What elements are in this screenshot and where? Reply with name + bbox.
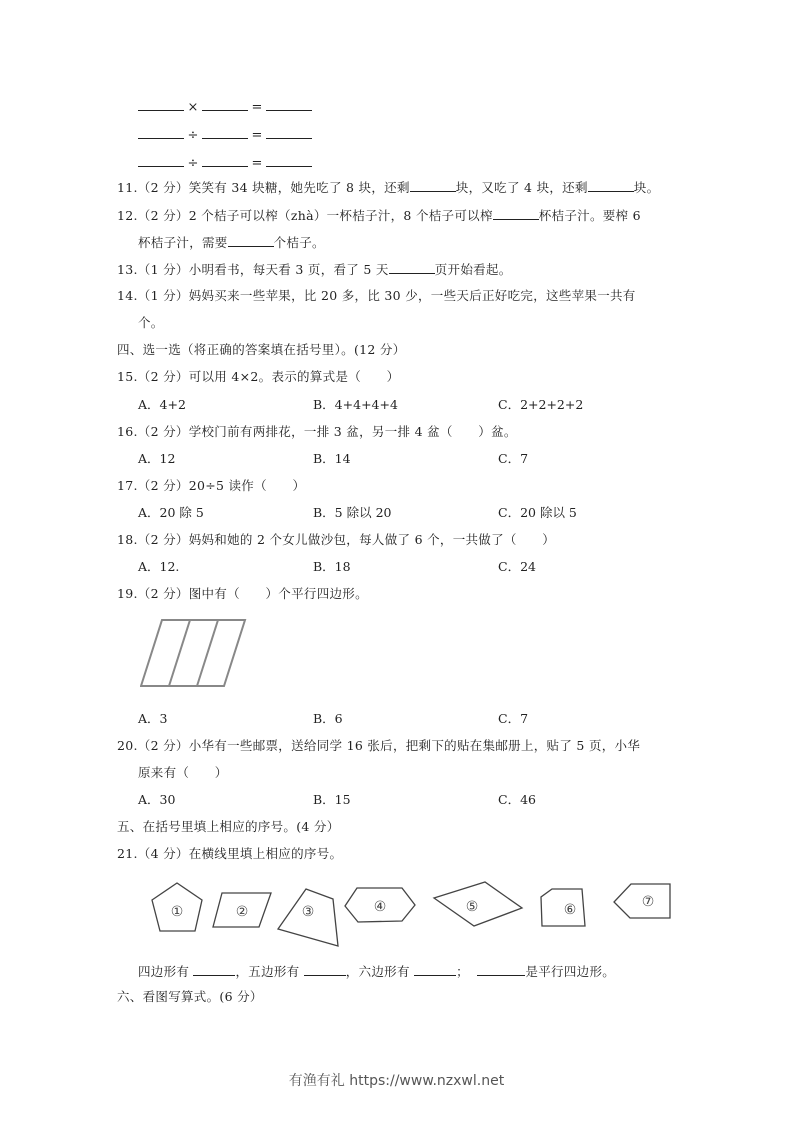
answer-blank[interactable]: [138, 153, 184, 167]
q19-option-a[interactable]: A．3: [138, 711, 168, 726]
q18-option-b[interactable]: B．18: [313, 559, 351, 574]
answer-blank[interactable]: [389, 260, 435, 274]
answer-blank[interactable]: [202, 125, 248, 139]
q16-option-c[interactable]: C．7: [498, 451, 529, 466]
answer-blank[interactable]: [304, 962, 346, 976]
q17-option-a[interactable]: A．20 除 5: [138, 505, 204, 520]
svg-text:③: ③: [301, 904, 315, 920]
answer-blank[interactable]: [138, 97, 184, 111]
question-20: 20.（2 分）小华有一些邮票，送给同学 16 张后，把剩下的贴在集邮册上，贴了 5 页，小华: [117, 738, 641, 753]
answer-blank[interactable]: [588, 178, 634, 192]
question-19: 19.（2 分）图中有（ ）个平行四边形。: [117, 586, 368, 601]
svg-text:⑤: ⑤: [465, 899, 479, 915]
question-21-answers: 四边形有 ，五边形有 ，六边形有 ； 是平行四边形。: [138, 964, 616, 979]
q15-option-b[interactable]: B．4+4+4+4: [313, 397, 398, 412]
svg-text:⑥: ⑥: [563, 902, 577, 918]
answer-blank[interactable]: [266, 153, 312, 167]
q19-option-c[interactable]: C．7: [498, 711, 529, 726]
svg-text:②: ②: [235, 904, 249, 920]
question-12-cont: 杯桔子汁，需要 个桔子。: [138, 235, 325, 250]
question-16: 16.（2 分）学校门前有两排花，一排 3 盆，另一排 4 盆（ ）盆。: [117, 424, 517, 439]
answer-blank[interactable]: [266, 125, 312, 139]
q15-option-a[interactable]: A．4+2: [138, 397, 186, 412]
polygon-shapes-figure: [140, 878, 680, 948]
section-6-heading: 六、看图写算式。(6 分）: [117, 989, 263, 1004]
svg-text:④: ④: [373, 899, 387, 915]
equation-row-2: ÷ =: [138, 125, 312, 144]
q19-option-b[interactable]: B．6: [313, 711, 343, 726]
question-15: 15.（2 分）可以用 4×2。表示的算式是（ ）: [117, 369, 400, 384]
q20-option-c[interactable]: C．46: [498, 792, 536, 807]
q20-option-a[interactable]: A．30: [138, 792, 176, 807]
section-5-heading: 五、在括号里填上相应的序号。(4 分）: [117, 819, 340, 834]
answer-blank[interactable]: [414, 962, 456, 976]
section-4-heading: 四、选一选（将正确的答案填在括号里）。(12 分）: [117, 342, 406, 357]
question-17: 17.（2 分）20÷5 读作（ ）: [117, 478, 306, 493]
q18-option-a[interactable]: A．12.: [138, 559, 180, 574]
svg-text:①: ①: [170, 904, 184, 920]
q16-option-a[interactable]: A．12: [138, 451, 176, 466]
q17-option-c[interactable]: C．20 除以 5: [498, 505, 577, 520]
answer-blank[interactable]: [202, 97, 248, 111]
footer-watermark: 有渔有礼 https://www.nzxwl.net: [288, 1073, 505, 1089]
question-20-cont: 原来有（ ）: [138, 765, 228, 780]
answer-blank[interactable]: [193, 962, 235, 976]
svg-text:⑦: ⑦: [641, 894, 655, 910]
answer-blank[interactable]: [202, 153, 248, 167]
question-18: 18.（2 分）妈妈和她的 2 个女儿做沙包，每人做了 6 个，一共做了（ ）: [117, 532, 556, 547]
q15-option-c[interactable]: C．2+2+2+2: [498, 397, 584, 412]
question-14: 14.（1 分）妈妈买来一些苹果，比 20 多，比 30 少，一些天后正好吃完，这些苹果一共有: [117, 288, 636, 303]
answer-blank[interactable]: [266, 97, 312, 111]
q17-option-b[interactable]: B．5 除以 20: [313, 505, 392, 520]
question-13: 13.（1 分）小明看书，每天看 3 页，看了 5 天 页开始看起。: [117, 262, 512, 277]
answer-blank[interactable]: [493, 206, 539, 220]
equation-row-1: × =: [138, 97, 312, 116]
answer-blank[interactable]: [138, 125, 184, 139]
question-12: 12.（2 分）2 个桔子可以榨（zhà）一杯桔子汁，8 个桔子可以榨 杯桔子汁。要榨 6: [117, 208, 641, 223]
answer-blank[interactable]: [228, 233, 274, 247]
q18-option-c[interactable]: C．24: [498, 559, 536, 574]
answer-blank[interactable]: [410, 178, 456, 192]
equation-row-3: ÷ =: [138, 153, 312, 172]
question-11: 11.（2 分）笑笑有 34 块糖，她先吃了 8 块，还剩 块，又吃了 4 块，还剩 块。: [117, 180, 660, 195]
answer-blank[interactable]: [477, 962, 525, 976]
parallelogram-figure: [140, 618, 250, 690]
question-14-cont: 个。: [138, 315, 164, 330]
q16-option-b[interactable]: B．14: [313, 451, 351, 466]
question-21: 21.（4 分）在横线里填上相应的序号。: [117, 846, 343, 861]
q20-option-b[interactable]: B．15: [313, 792, 351, 807]
